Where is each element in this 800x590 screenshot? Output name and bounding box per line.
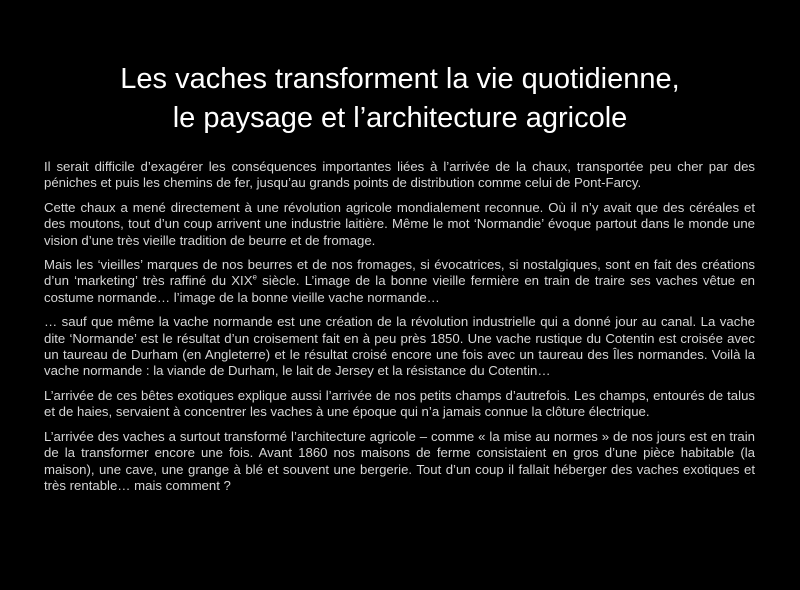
paragraph-chaux-arrival: Il serait difficile d’exagérer les conséquences importantes liées à l’arrivée de la chaux, transportée peu cher par des péniches et puis les chemins de fer, jusqu’au grands points de distribution comme celui de Pont-Farcy.: [44, 159, 755, 191]
paragraph-small-fields: L’arrivée de ces bêtes exotiques explique aussi l’arrivée de nos petits champs d’autrefois. Les champs, entourés de talus et de haies, servaient à concentrer les vaches à une époque qui n’a jamais connue la clôture électrique.: [44, 387, 755, 420]
paragraph-marketing-tail: siècle. L’image de la bonne vieille fermière en train de traire ses vaches vêtue en costume normande… l’image de la bonne vieille vache normande…: [44, 273, 755, 305]
slide-title-line-2: le paysage et l’architecture agricole: [172, 102, 628, 134]
paragraph-agricultural-revolution: Cette chaux a mené directement à une révolution agricole mondialement reconnue. Où il n’y avait que des céréales et des moutons, tout d’un coup arrivent une industrie laitière. Même le mot ‘Normandie’ évoque partout dans le monde une vision d’une très vieille tradition de beurre et de fromage.: [44, 199, 755, 248]
slide-body: [44, 159, 755, 494]
slide-title-line-1: Les vaches transforment la vie quotidienne,: [120, 63, 680, 95]
paragraph-marketing: [44, 257, 755, 306]
slide-title: [20, 60, 780, 138]
paragraph-architecture: L’arrivée des vaches a surtout transformé l’architecture agricole – comme « la mise au normes » de nos jours est en train de la transformer encore une fois. Avant 1860 nos maisons de ferme consistaient en gros d’une pièce habitable (la maison), une cave, une grange à blé et souvent une bergerie. Tout d’un coup il fallait héberger des vaches exotiques et très rentable… mais comment ?: [44, 428, 755, 493]
paragraph-normande-cow: … sauf que même la vache normande est une création de la révolution industrielle qui a donné jour au canal. La vache dite ‘Normande’ est le résultat d’un croisement fait en à peu près 1850. Une vache rustique du Cotentin est croisée avec un taureau de Durham (en Angleterre) et le résultat croisé encore une fois avec un taureau des Îles normandes. Voilà la vache normande : la viande de Durham, le lait de Jersey et la résistance du Cotentin…: [44, 314, 755, 379]
century-superscript: e: [252, 273, 257, 283]
paragraph-marketing-text: Mais les ‘vieilles’ marques de nos beurres et de nos fromages, si évocatrices, si nostalgiques, sont en fait des créations d’un ‘marketing’ très raffiné du XIX: [44, 257, 755, 289]
